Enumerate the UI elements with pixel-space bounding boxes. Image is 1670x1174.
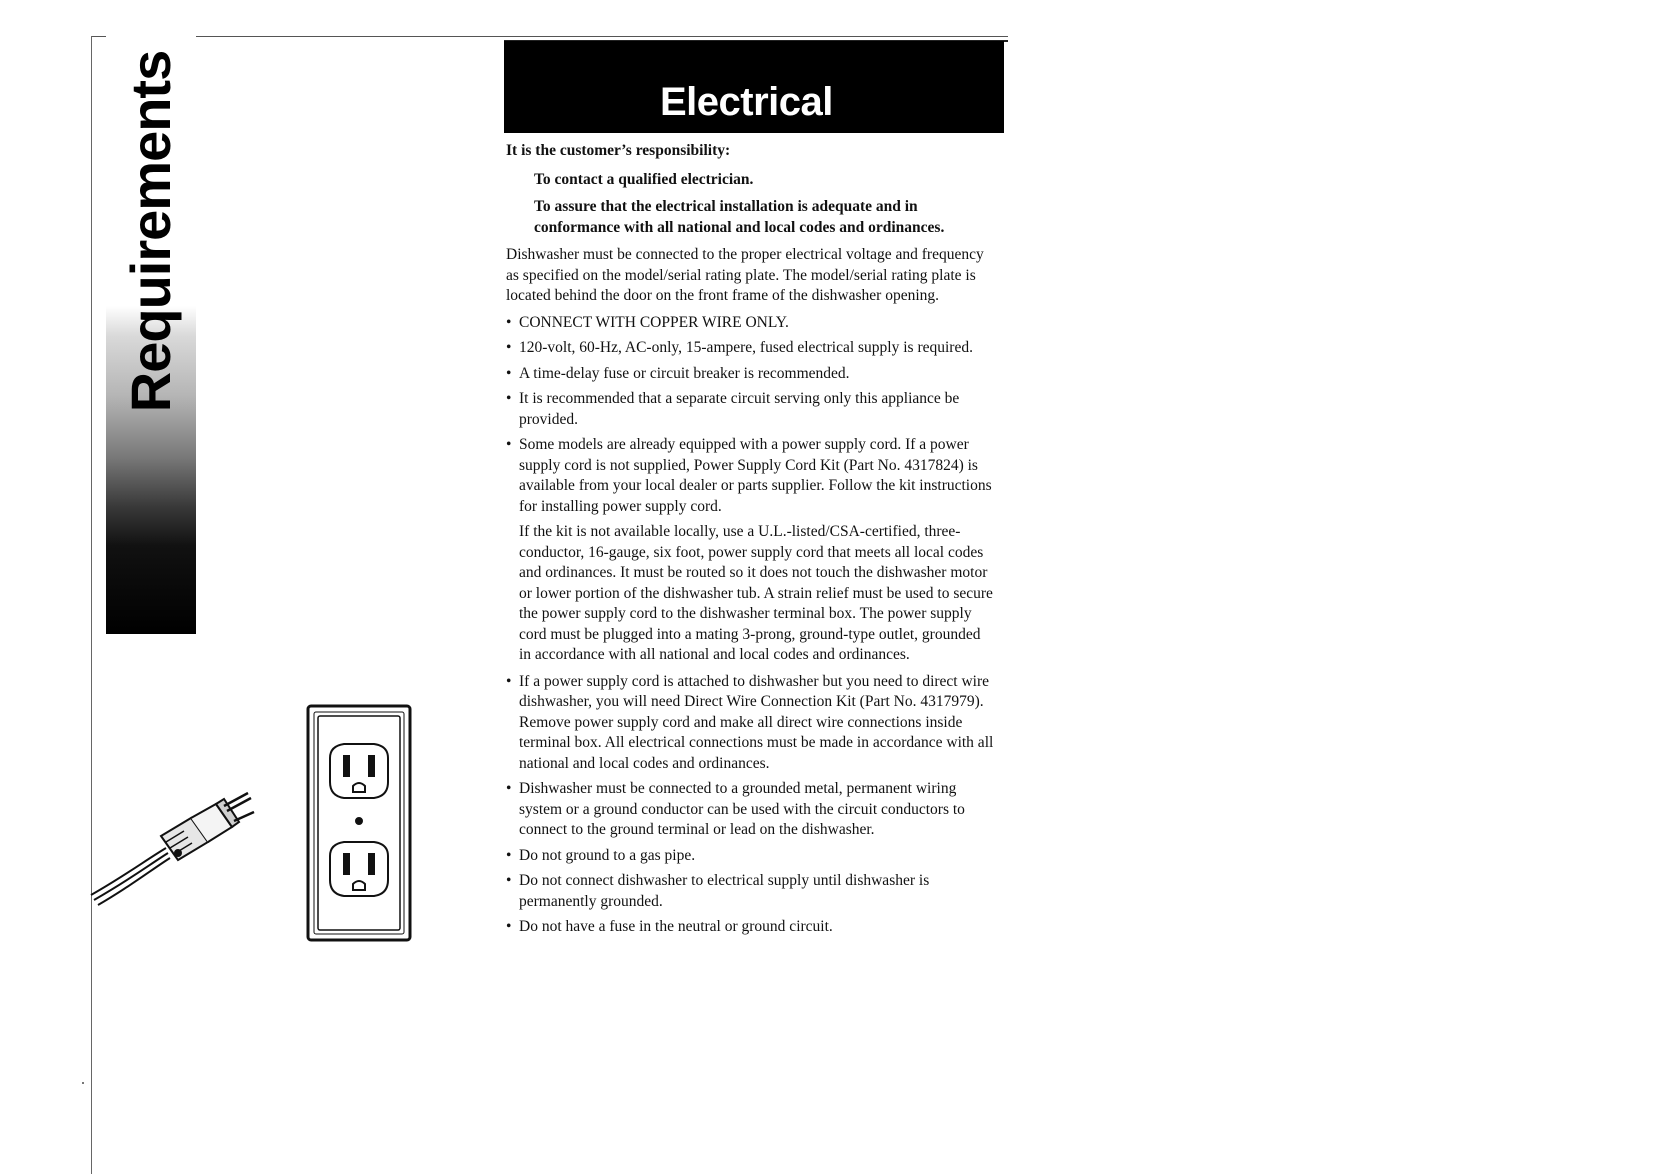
list-item-text: A time-delay fuse or circuit breaker is recommended.: [519, 364, 850, 382]
list-item: [506, 779, 996, 841]
list-item-text: 120-volt, 60-Hz, AC-only, 15-ampere, fused electrical supply is required.: [519, 339, 973, 356]
electrical-outlet-icon: [308, 706, 410, 940]
power-plug-icon: [91, 793, 254, 905]
list-item-text: Do not ground to a gas pipe.: [519, 846, 696, 864]
bullet-icon: •: [506, 672, 512, 690]
list-item: [506, 435, 996, 517]
list-item: [506, 389, 996, 430]
list-item: [506, 364, 996, 385]
section-title: Electrical: [660, 80, 833, 124]
list-item-text: Do not have a fuse in the neutral or ground circuit.: [519, 918, 833, 935]
page-frame-top: [91, 36, 1008, 37]
list-item-text: Dishwasher must be connected to a grounded metal, permanent wiring system or a ground conductor can be used with the circuit conductors to connect to the ground terminal or lead on the dishwasher.: [519, 780, 965, 838]
list-item: [506, 846, 996, 867]
list-item-text: CONNECT WITH COPPER WIRE ONLY.: [519, 313, 789, 331]
responsibility-item: To contact a qualified electrician.: [534, 170, 754, 188]
bullet-icon: •: [506, 918, 512, 935]
bullet-icon: •: [506, 339, 512, 356]
bullet-icon: •: [506, 313, 512, 331]
bullet-icon: •: [506, 364, 512, 382]
list-item: [506, 313, 996, 334]
intro-text: It is the customer’s responsibility:: [506, 142, 731, 159]
bullet-icon: •: [506, 436, 512, 453]
bullet-icon: •: [506, 872, 512, 889]
list-item-text: If a power supply cord is attached to dishwasher but you need to direct wire dishwasher, you will need Direct Wire Connection Kit (Part No. 4317979). Remove power supply cord and make all direct wire connections inside terminal box. All electrical connections must be made in accordance with all national and local codes and ordinances.: [519, 672, 994, 772]
list-item: [506, 871, 996, 912]
list-item-text: It is recommended that a separate circuit serving only this appliance be provided.: [519, 390, 960, 428]
voltage-paragraph: Dishwasher must be connected to the proper electrical voltage and frequency as specified on the model/serial rating plate. The model/serial rating plate is located behind the door on the front frame of the dishwasher opening.: [506, 246, 984, 304]
side-tab-title: Requirements: [119, 50, 183, 412]
bullet-icon: •: [506, 390, 512, 407]
list-item: [506, 917, 996, 938]
list-item-text: Do not connect dishwasher to electrical supply until dishwasher is permanently grounded.: [519, 872, 930, 910]
margin-mark: [82, 1082, 84, 1084]
list-item-text: Some models are already equipped with a power supply cord. If a power supply cord is not supplied, Power Supply Cord Kit (Part No. 4317824) is available from your local dealer or parts supplier. Follow the kit instructions for installing power supply cord.: [519, 436, 992, 515]
responsibility-item: To assure that the electrical installation is adequate and in conformance with all national and local codes and ordinances.: [534, 198, 945, 236]
page-frame-left: [91, 36, 92, 1174]
list-item: [506, 672, 996, 775]
cord-kit-paragraph: If the kit is not available locally, use a U.L.-listed/CSA-certified, three-conductor, 16-gauge, six foot, power supply cord that meets all local codes and ordinances. It must be routed so it does not touch the dishwasher motor or lower portion of the dishwasher tub. A strain relief must be used to secure the power supply cord to the dishwasher terminal box. The power supply cord must be plugged into a mating 3-prong, ground-type outlet, grounded in accordance with all national and local codes and ordinances.: [519, 523, 993, 663]
section-content: [506, 141, 996, 943]
bullet-icon: •: [506, 780, 512, 797]
outlet-plug-illustration: [86, 700, 416, 950]
side-tab: [106, 36, 196, 426]
bullet-icon: •: [506, 846, 512, 864]
list-item: [506, 338, 996, 359]
